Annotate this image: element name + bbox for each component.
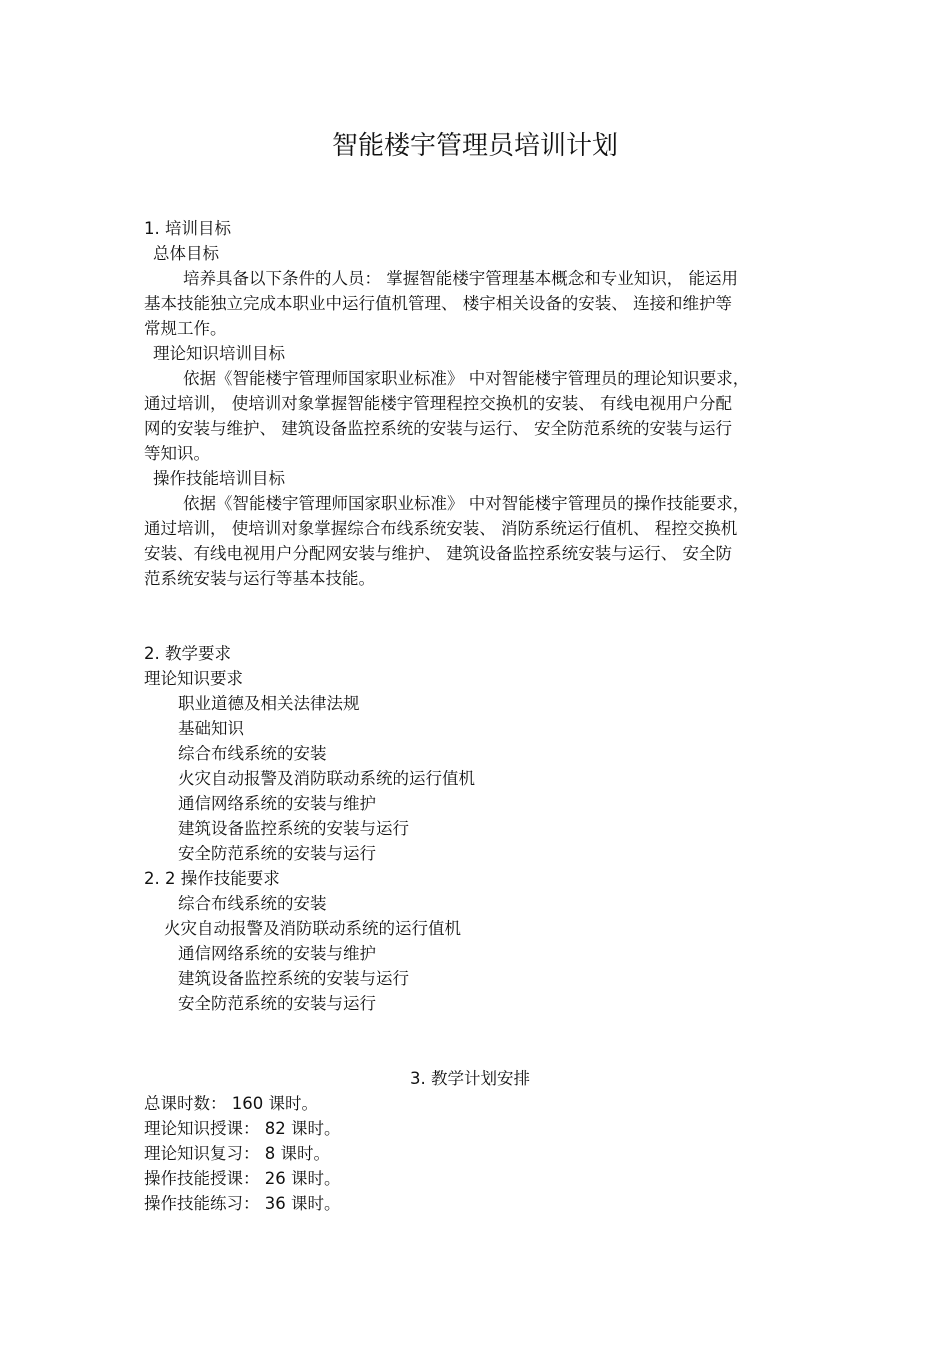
overall-goal-heading: 总体目标 bbox=[153, 244, 219, 263]
paragraph-line: 网的安装与维护、 建筑设备监控系统的安装与运行、 安全防范系统的安装与运行 bbox=[144, 419, 732, 438]
page-title: 智能楼宇管理员培训计划 bbox=[331, 131, 618, 161]
list-item: 建筑设备监控系统的安装与运行 bbox=[178, 969, 409, 988]
list-item: 综合布线系统的安装 bbox=[178, 744, 327, 763]
skill-requirements-heading: 2. 2 操作技能要求 bbox=[144, 869, 280, 888]
skill-goal-heading: 操作技能培训目标 bbox=[153, 469, 285, 488]
paragraph-line: 等知识。 bbox=[144, 444, 210, 463]
list-item: 火灾自动报警及消防联动系统的运行值机 bbox=[178, 769, 475, 788]
paragraph-line: 依据《智能楼宇管理师国家职业标准》 中对智能楼宇管理员的操作技能要求， bbox=[183, 494, 750, 513]
list-item: 通信网络系统的安装与维护 bbox=[178, 944, 376, 963]
paragraph-line: 范系统安装与运行等基本技能。 bbox=[144, 569, 375, 588]
schedule-row: 操作技能练习： 36 课时。 bbox=[144, 1194, 341, 1213]
schedule-row: 操作技能授课： 26 课时。 bbox=[144, 1169, 341, 1188]
list-item: 通信网络系统的安装与维护 bbox=[178, 794, 376, 813]
paragraph-line: 依据《智能楼宇管理师国家职业标准》 中对智能楼宇管理员的理论知识要求， bbox=[183, 369, 750, 388]
schedule-row: 总课时数： 160 课时。 bbox=[144, 1094, 318, 1113]
list-item: 火灾自动报警及消防联动系统的运行值机 bbox=[164, 919, 461, 938]
list-item: 职业道德及相关法律法规 bbox=[178, 694, 360, 713]
paragraph-line: 通过培训， 使培训对象掌握智能楼宇管理程控交换机的安装、 有线电视用户分配 bbox=[144, 394, 732, 413]
list-item: 基础知识 bbox=[178, 719, 244, 738]
schedule-row: 理论知识复习： 8 课时。 bbox=[144, 1144, 330, 1163]
list-item: 综合布线系统的安装 bbox=[178, 894, 327, 913]
section-3-heading: 3. 教学计划安排 bbox=[410, 1069, 530, 1088]
paragraph-line: 基本技能独立完成本职业中运行值机管理、 楼宇相关设备的安装、 连接和维护等 bbox=[144, 294, 732, 313]
paragraph-line: 培养具备以下条件的人员： 掌握智能楼宇管理基本概念和专业知识， 能运用 bbox=[183, 269, 738, 288]
paragraph-line: 常规工作。 bbox=[144, 319, 227, 338]
section-2-heading: 2. 教学要求 bbox=[144, 644, 231, 663]
list-item: 安全防范系统的安装与运行 bbox=[178, 994, 376, 1013]
theory-requirements-heading: 理论知识要求 bbox=[144, 669, 243, 688]
list-item: 建筑设备监控系统的安装与运行 bbox=[178, 819, 409, 838]
theory-goal-heading: 理论知识培训目标 bbox=[153, 344, 285, 363]
list-item: 安全防范系统的安装与运行 bbox=[178, 844, 376, 863]
schedule-row: 理论知识授课： 82 课时。 bbox=[144, 1119, 341, 1138]
paragraph-line: 通过培训， 使培训对象掌握综合布线系统安装、 消防系统运行值机、 程控交换机 bbox=[144, 519, 738, 538]
section-1-heading: 1. 培训目标 bbox=[144, 219, 231, 238]
paragraph-line: 安装、有线电视用户分配网安装与维护、 建筑设备监控系统安装与运行、 安全防 bbox=[144, 544, 732, 563]
